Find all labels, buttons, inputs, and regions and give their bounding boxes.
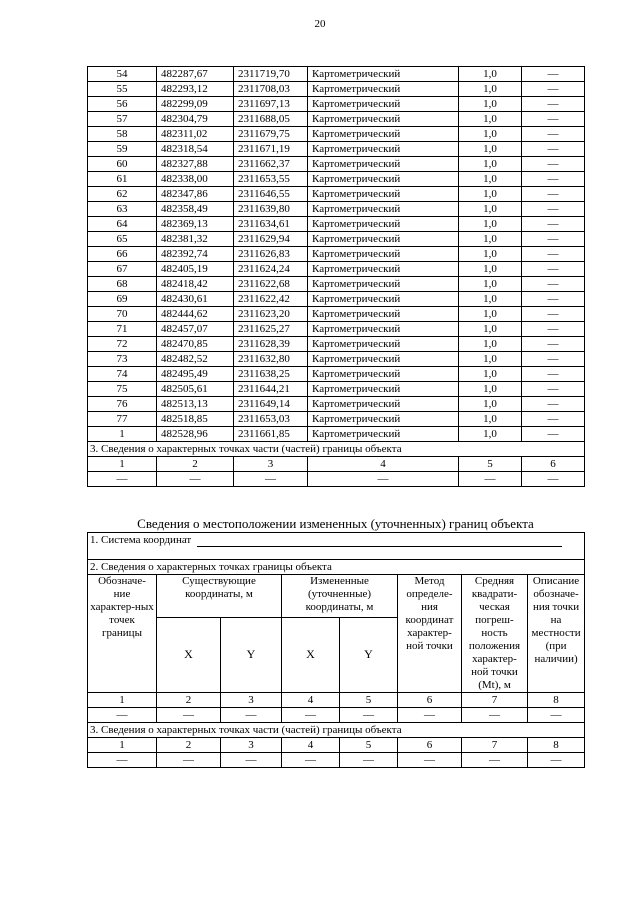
- accuracy-cell: 1,0: [459, 247, 522, 262]
- column-numbers-row: [88, 693, 585, 708]
- method-cell: Картометрический: [308, 202, 459, 217]
- accuracy-cell: 1,0: [459, 352, 522, 367]
- header-changed-y: Y: [340, 617, 398, 692]
- col-number: 7: [462, 693, 528, 708]
- header-existing-x: X: [157, 617, 221, 692]
- coord-y: 2311622,42: [234, 292, 308, 307]
- col-number: 5: [340, 693, 398, 708]
- description-cell: —: [522, 172, 585, 187]
- accuracy-cell: 1,0: [459, 67, 522, 82]
- col-number: 8: [528, 693, 585, 708]
- method-cell: Картометрический: [308, 142, 459, 157]
- coord-x: 482513,13: [157, 397, 234, 412]
- dash-cell: —: [234, 472, 308, 487]
- coord-y: 2311671,19: [234, 142, 308, 157]
- accuracy-cell: 1,0: [459, 157, 522, 172]
- method-cell: Картометрический: [308, 157, 459, 172]
- header-description: Описание обозначе-ния точки на местности (при наличии): [528, 575, 585, 693]
- col-number: 4: [308, 457, 459, 472]
- header-existing-y: Y: [221, 617, 282, 692]
- method-cell: Картометрический: [308, 322, 459, 337]
- coord-x: 482444,62: [157, 307, 234, 322]
- point-number: 59: [88, 142, 157, 157]
- method-cell: Картометрический: [308, 307, 459, 322]
- table-row: [88, 217, 585, 232]
- coord-system-row: [88, 533, 585, 548]
- dash-cell: —: [398, 753, 462, 768]
- description-cell: —: [522, 352, 585, 367]
- accuracy-cell: 1,0: [459, 307, 522, 322]
- col-number: 5: [340, 738, 398, 753]
- section3-numbers-row: [88, 738, 585, 753]
- point-number: 65: [88, 232, 157, 247]
- dash-cell: —: [88, 472, 157, 487]
- table-row: [88, 97, 585, 112]
- coord-x: 482318,54: [157, 142, 234, 157]
- method-cell: Картометрический: [308, 367, 459, 382]
- col-number: 3: [221, 693, 282, 708]
- dash-cell: —: [340, 753, 398, 768]
- point-number: 75: [88, 382, 157, 397]
- accuracy-cell: 1,0: [459, 277, 522, 292]
- description-cell: —: [522, 127, 585, 142]
- description-cell: —: [522, 322, 585, 337]
- table-row: [88, 67, 585, 82]
- dash-cell: —: [398, 708, 462, 723]
- coord-system-label: 1. Система координат: [90, 533, 192, 546]
- table-row: [88, 142, 585, 157]
- coord-x: 482358,49: [157, 202, 234, 217]
- description-cell: —: [522, 97, 585, 112]
- col-number: 4: [282, 738, 340, 753]
- coord-x: 482505,61: [157, 382, 234, 397]
- coord-x: 482405,19: [157, 262, 234, 277]
- coord-x: 482369,13: [157, 217, 234, 232]
- accuracy-cell: 1,0: [459, 412, 522, 427]
- accuracy-cell: 1,0: [459, 187, 522, 202]
- header-changed-coords: Измененные (уточненные) координаты, м: [282, 575, 398, 618]
- coord-y: 2311634,61: [234, 217, 308, 232]
- coord-y: 2311719,70: [234, 67, 308, 82]
- col-number: 6: [398, 693, 462, 708]
- dash-cell: —: [157, 472, 234, 487]
- table-row: [88, 247, 585, 262]
- header-changed-x: X: [282, 617, 340, 692]
- point-number: 72: [88, 337, 157, 352]
- col-number: 3: [234, 457, 308, 472]
- col-number: 3: [221, 738, 282, 753]
- coord-x: 482482,52: [157, 352, 234, 367]
- accuracy-cell: 1,0: [459, 112, 522, 127]
- coord-x: 482311,02: [157, 127, 234, 142]
- table-row: [88, 322, 585, 337]
- table-row: [88, 277, 585, 292]
- dash-row: [88, 708, 585, 723]
- description-cell: —: [522, 427, 585, 442]
- coord-x: 482347,86: [157, 187, 234, 202]
- section3-title-row: [88, 442, 585, 457]
- table-row: [88, 427, 585, 442]
- coord-x: 482381,32: [157, 232, 234, 247]
- table-row: [88, 112, 585, 127]
- method-cell: Картометрический: [308, 397, 459, 412]
- table-row: [88, 367, 585, 382]
- point-number: 57: [88, 112, 157, 127]
- dash-cell: —: [282, 708, 340, 723]
- description-cell: —: [522, 307, 585, 322]
- accuracy-cell: 1,0: [459, 127, 522, 142]
- description-cell: —: [522, 112, 585, 127]
- table-row: [88, 337, 585, 352]
- point-number: 67: [88, 262, 157, 277]
- coord-x: 482299,09: [157, 97, 234, 112]
- coord-y: 2311653,03: [234, 412, 308, 427]
- dash-cell: —: [88, 753, 157, 768]
- coord-y: 2311624,24: [234, 262, 308, 277]
- table-row: [88, 307, 585, 322]
- point-number: 1: [88, 427, 157, 442]
- table-row: [88, 187, 585, 202]
- coord-x: 482327,88: [157, 157, 234, 172]
- table-row: [88, 127, 585, 142]
- point-number: 70: [88, 307, 157, 322]
- description-cell: —: [522, 157, 585, 172]
- section3-dash-row: [88, 472, 585, 487]
- method-cell: Картометрический: [308, 277, 459, 292]
- method-cell: Картометрический: [308, 427, 459, 442]
- coord-y: 2311644,21: [234, 382, 308, 397]
- point-number: 58: [88, 127, 157, 142]
- coord-system-fill-line: [197, 536, 562, 547]
- description-cell: —: [522, 232, 585, 247]
- point-number: 55: [88, 82, 157, 97]
- method-cell: Картометрический: [308, 412, 459, 427]
- dash-cell: —: [221, 753, 282, 768]
- header-accuracy: Средняя квадрати-ческая погреш-ность положения характер-ной точки (Mt), м: [462, 575, 528, 693]
- point-number: 74: [88, 367, 157, 382]
- coord-x: 482293,12: [157, 82, 234, 97]
- accuracy-cell: 1,0: [459, 322, 522, 337]
- description-cell: —: [522, 382, 585, 397]
- description-cell: —: [522, 247, 585, 262]
- coord-y: 2311629,94: [234, 232, 308, 247]
- dash-cell: —: [462, 708, 528, 723]
- section3-header-row: [88, 457, 585, 472]
- col-number: 5: [459, 457, 522, 472]
- description-cell: —: [522, 187, 585, 202]
- method-cell: Картометрический: [308, 337, 459, 352]
- method-cell: Картометрический: [308, 97, 459, 112]
- header-method: Метод определе-ния координат характер-ной точки: [398, 575, 462, 693]
- point-number: 68: [88, 277, 157, 292]
- description-cell: —: [522, 202, 585, 217]
- coord-y: 2311661,85: [234, 427, 308, 442]
- col-number: 6: [522, 457, 585, 472]
- col-number: 8: [528, 738, 585, 753]
- header-existing-coords: Существующие координаты, м: [157, 575, 282, 618]
- coord-y: 2311623,20: [234, 307, 308, 322]
- accuracy-cell: 1,0: [459, 427, 522, 442]
- accuracy-cell: 1,0: [459, 142, 522, 157]
- point-number: 54: [88, 67, 157, 82]
- description-cell: —: [522, 367, 585, 382]
- table-row: [88, 172, 585, 187]
- dash-cell: —: [308, 472, 459, 487]
- accuracy-cell: 1,0: [459, 172, 522, 187]
- accuracy-cell: 1,0: [459, 397, 522, 412]
- description-cell: —: [522, 412, 585, 427]
- coord-y: 2311628,39: [234, 337, 308, 352]
- col-number: 1: [88, 738, 157, 753]
- dash-cell: —: [459, 472, 522, 487]
- accuracy-cell: 1,0: [459, 262, 522, 277]
- dash-cell: —: [522, 472, 585, 487]
- section3-title-row: [88, 723, 585, 738]
- description-cell: —: [522, 217, 585, 232]
- changed-boundaries-table: [87, 532, 585, 768]
- coord-y: 2311649,14: [234, 397, 308, 412]
- coord-x: 482418,42: [157, 277, 234, 292]
- coord-y: 2311622,68: [234, 277, 308, 292]
- description-cell: —: [522, 82, 585, 97]
- coord-y: 2311708,03: [234, 82, 308, 97]
- method-cell: Картометрический: [308, 127, 459, 142]
- coord-y: 2311679,75: [234, 127, 308, 142]
- coord-y: 2311632,80: [234, 352, 308, 367]
- dash-cell: —: [528, 708, 585, 723]
- page-number: 20: [314, 18, 326, 30]
- coord-x: 482457,07: [157, 322, 234, 337]
- table-row: [88, 382, 585, 397]
- point-number: 61: [88, 172, 157, 187]
- col-number: 7: [462, 738, 528, 753]
- point-number: 77: [88, 412, 157, 427]
- method-cell: Картометрический: [308, 82, 459, 97]
- col-number: 2: [157, 457, 234, 472]
- accuracy-cell: 1,0: [459, 292, 522, 307]
- coord-y: 2311646,55: [234, 187, 308, 202]
- description-cell: —: [522, 277, 585, 292]
- header-designation: Обозначе-ние характер-ных точек границы: [88, 575, 157, 693]
- header-row-1: [88, 575, 585, 618]
- section3-title: 3. Сведения о характерных точках части (частей) границы объекта: [88, 442, 585, 457]
- col-number: 2: [157, 738, 221, 753]
- method-cell: Картометрический: [308, 112, 459, 127]
- point-number: 62: [88, 187, 157, 202]
- coord-y: 2311688,05: [234, 112, 308, 127]
- coord-x: 482287,67: [157, 67, 234, 82]
- method-cell: Картометрический: [308, 247, 459, 262]
- section2-title-row: [88, 560, 585, 575]
- coord-y: 2311625,27: [234, 322, 308, 337]
- coord-x: 482518,85: [157, 412, 234, 427]
- dash-cell: —: [528, 753, 585, 768]
- col-number: 4: [282, 693, 340, 708]
- method-cell: Картометрический: [308, 217, 459, 232]
- table-row: [88, 352, 585, 367]
- dash-cell: —: [462, 753, 528, 768]
- dash-cell: —: [157, 708, 221, 723]
- accuracy-cell: 1,0: [459, 202, 522, 217]
- point-number: 66: [88, 247, 157, 262]
- point-number: 64: [88, 217, 157, 232]
- description-cell: —: [522, 262, 585, 277]
- point-number: 76: [88, 397, 157, 412]
- section2-title: 2. Сведения о характерных точках границы объекта: [88, 560, 585, 575]
- method-cell: Картометрический: [308, 382, 459, 397]
- coord-y: 2311662,37: [234, 157, 308, 172]
- col-number: 2: [157, 693, 221, 708]
- coord-y: 2311626,83: [234, 247, 308, 262]
- coord-y: 2311639,80: [234, 202, 308, 217]
- point-number: 63: [88, 202, 157, 217]
- coord-y: 2311697,13: [234, 97, 308, 112]
- coord-y: 2311653,55: [234, 172, 308, 187]
- method-cell: Картометрический: [308, 352, 459, 367]
- accuracy-cell: 1,0: [459, 82, 522, 97]
- description-cell: —: [522, 292, 585, 307]
- table-row: [88, 232, 585, 247]
- accuracy-cell: 1,0: [459, 97, 522, 112]
- boundary-points-table: [87, 66, 585, 487]
- changes-section-title: Сведения о местоположении измененных (уточненных) границ объекта: [137, 516, 534, 531]
- accuracy-cell: 1,0: [459, 382, 522, 397]
- coord-x: 482338,00: [157, 172, 234, 187]
- section3-dash-row: [88, 753, 585, 768]
- dash-cell: —: [88, 708, 157, 723]
- accuracy-cell: 1,0: [459, 367, 522, 382]
- point-number: 69: [88, 292, 157, 307]
- coord-x: 482470,85: [157, 337, 234, 352]
- table-row: [88, 202, 585, 217]
- table-row: [88, 82, 585, 97]
- description-cell: —: [522, 397, 585, 412]
- description-cell: —: [522, 142, 585, 157]
- point-number: 60: [88, 157, 157, 172]
- coord-x: 482304,79: [157, 112, 234, 127]
- dash-cell: —: [282, 753, 340, 768]
- accuracy-cell: 1,0: [459, 217, 522, 232]
- method-cell: Картометрический: [308, 232, 459, 247]
- table-row: [88, 397, 585, 412]
- col-number: 1: [88, 693, 157, 708]
- dash-cell: —: [157, 753, 221, 768]
- table-row: [88, 412, 585, 427]
- dash-cell: —: [221, 708, 282, 723]
- coord-x: 482430,61: [157, 292, 234, 307]
- accuracy-cell: 1,0: [459, 337, 522, 352]
- coord-x: 482528,96: [157, 427, 234, 442]
- description-cell: —: [522, 337, 585, 352]
- point-number: 71: [88, 322, 157, 337]
- col-number: 6: [398, 738, 462, 753]
- method-cell: Картометрический: [308, 262, 459, 277]
- coord-system-blank-row: [88, 547, 585, 560]
- table-row: [88, 157, 585, 172]
- method-cell: Картометрический: [308, 187, 459, 202]
- section3-title: 3. Сведения о характерных точках части (частей) границы объекта: [88, 723, 585, 738]
- point-number: 56: [88, 97, 157, 112]
- accuracy-cell: 1,0: [459, 232, 522, 247]
- table-row: [88, 292, 585, 307]
- method-cell: Картометрический: [308, 67, 459, 82]
- table-row: [88, 262, 585, 277]
- coord-x: 482392,74: [157, 247, 234, 262]
- dash-cell: —: [340, 708, 398, 723]
- coord-y: 2311638,25: [234, 367, 308, 382]
- method-cell: Картометрический: [308, 172, 459, 187]
- point-number: 73: [88, 352, 157, 367]
- description-cell: —: [522, 67, 585, 82]
- coord-x: 482495,49: [157, 367, 234, 382]
- col-number: 1: [88, 457, 157, 472]
- method-cell: Картометрический: [308, 292, 459, 307]
